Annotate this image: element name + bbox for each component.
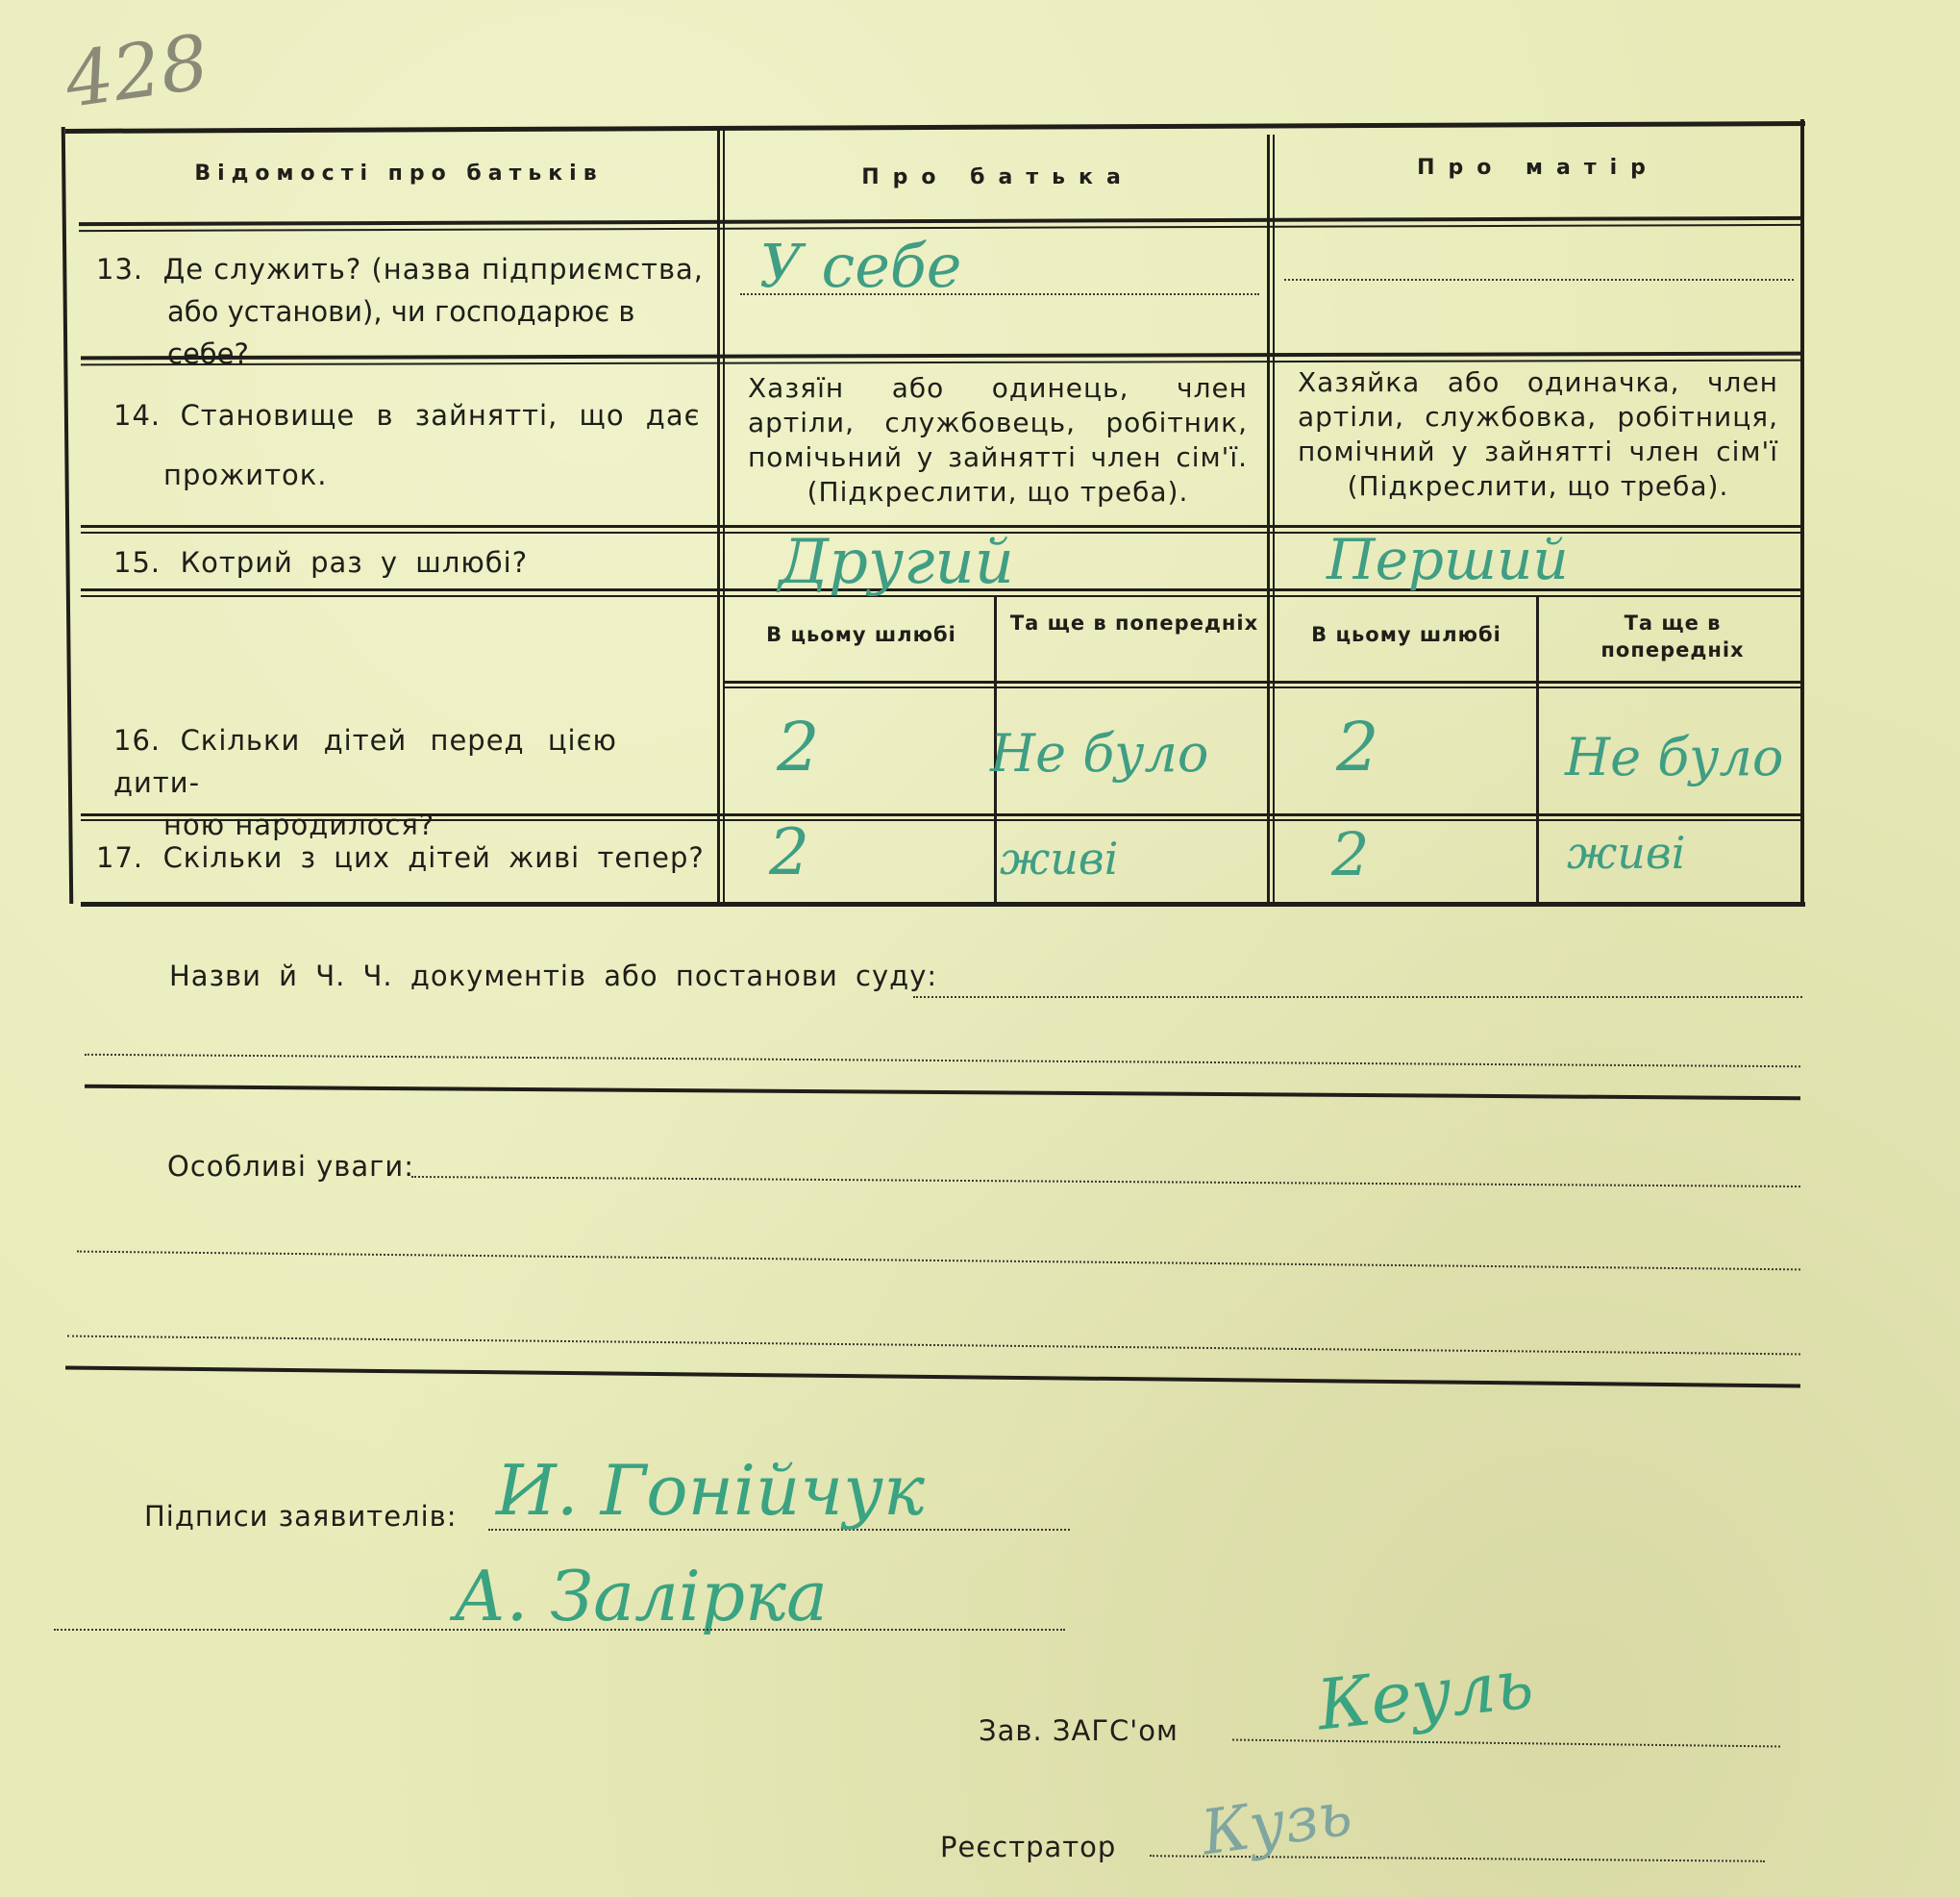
q17-mother-this: 2 bbox=[1331, 819, 1370, 889]
registrar-label: Реєстратор bbox=[940, 1831, 1117, 1863]
q13-number: 13. bbox=[96, 253, 144, 286]
q16-father-prev: Не було bbox=[990, 723, 1209, 784]
header-mother: Про матір bbox=[1417, 156, 1659, 180]
sub-header-father-this: В цьому шлюбі bbox=[766, 623, 956, 646]
documents-label: Назви й Ч. Ч. документів або постанови суду: bbox=[169, 960, 938, 992]
q17-question bbox=[96, 836, 711, 879]
applicant-signature-1: И. Гонійчук bbox=[496, 1450, 925, 1531]
q16-mother-prev: Не було bbox=[1565, 727, 1784, 787]
divider-2 bbox=[65, 1366, 1800, 1388]
documents-line-2 bbox=[85, 1054, 1800, 1067]
q16-line1: Скільки дітей перед цією дити- bbox=[113, 724, 617, 799]
q17-label: Скільки з цих дітей живі тепер? bbox=[162, 841, 705, 874]
header-father: Про батька bbox=[861, 165, 1134, 189]
q15-number: 15. bbox=[113, 546, 161, 579]
archive-mark: 428 bbox=[60, 19, 214, 125]
q17-mother-prev: живі bbox=[1567, 827, 1686, 879]
q14-line2: прожиток. bbox=[163, 459, 328, 491]
q17-father-prev: живі bbox=[1000, 833, 1119, 885]
q15-label: Котрий раз у шлюбі? bbox=[180, 546, 529, 579]
registrar-signature: Кузь bbox=[1197, 1778, 1356, 1870]
applicant-signature-2: А. Залірка bbox=[454, 1556, 828, 1636]
q15-father-answer: Другий bbox=[779, 527, 1014, 598]
remarks-label: Особливі уваги: bbox=[167, 1150, 415, 1183]
q13-father-answer: У себе bbox=[759, 231, 962, 301]
signature-line-2 bbox=[54, 1629, 1065, 1631]
q17-number: 17. bbox=[96, 841, 144, 874]
sub-header-mother-prev: Та ще в попередніх bbox=[1600, 612, 1745, 661]
q16-father-this: 2 bbox=[777, 708, 820, 786]
q16-mother-this: 2 bbox=[1336, 708, 1379, 786]
sub-header-father-prev: Та ще в попередніх bbox=[1009, 612, 1259, 635]
q14-question bbox=[113, 394, 709, 496]
documents-line-1 bbox=[913, 996, 1802, 998]
signatures-label: Підписи заявителів: bbox=[144, 1500, 458, 1533]
remarks-line-3 bbox=[67, 1335, 1800, 1356]
q14-father-options: Хазяїн або одинець, член артіли, службовець, робітник, помічьний у зайнятті член сім'ї. (Підкреслити, що треба). bbox=[748, 372, 1248, 508]
q14-mother-options: Хазяйка або одиначка, член артіли, службовка, робітниця, помічний у зайнятті член сім'ї (Підкреслити, що треба). bbox=[1298, 366, 1778, 502]
q13-line2: або установи), чи господарює в себе? bbox=[167, 295, 635, 370]
q16-line2: ною народилося? bbox=[163, 809, 435, 841]
q16-number: 16. bbox=[113, 724, 161, 757]
head-signature: Кеуль bbox=[1313, 1642, 1537, 1746]
remarks-line-2 bbox=[77, 1251, 1800, 1271]
q13-line1: Де служить? (назва підприємства, bbox=[162, 253, 705, 286]
remarks-line-1 bbox=[411, 1176, 1800, 1187]
q15-question bbox=[113, 541, 709, 584]
q14-number: 14. bbox=[113, 399, 161, 432]
q13-question bbox=[96, 248, 721, 375]
sub-header-mother-this: В цьому шлюбі bbox=[1311, 623, 1501, 646]
q15-mother-answer: Перший bbox=[1327, 527, 1569, 592]
head-label: Зав. ЗАГС'ом bbox=[979, 1714, 1178, 1747]
divider-1 bbox=[85, 1085, 1800, 1100]
header-parents-info: Відомості про батьків bbox=[194, 162, 604, 186]
q17-father-this: 2 bbox=[769, 815, 809, 889]
head-signature-line bbox=[1232, 1739, 1780, 1748]
q14-line1: Становище в зайнятті, що дає bbox=[180, 399, 701, 432]
q16-question bbox=[113, 719, 709, 846]
